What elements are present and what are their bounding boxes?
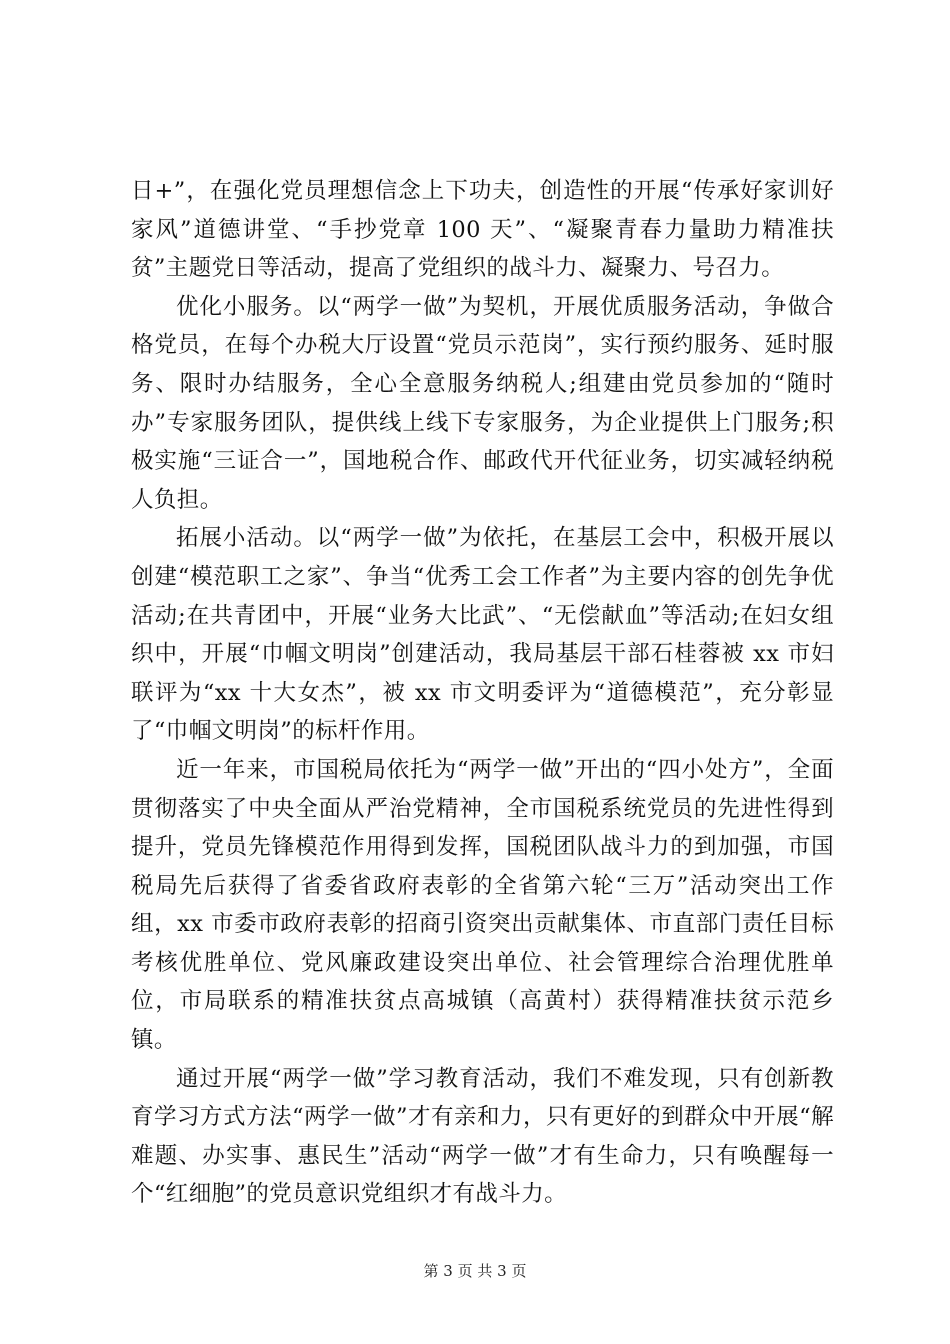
- document-body: [131, 172, 834, 1214]
- page-number-footer: 第 3 页 共 3 页: [423, 1262, 527, 1280]
- paragraph-expand-activities: 拓展小活动。以“两学一做”为依托，在基层工会中，积极开展以创建“模范职工之家”、争当“优秀工会工作者”为主要内容的创先争优活动;在共青团中，开展“业务大比武”、“无偿献血”等活动;在妇女组织中，开展“巾帼文明岗”创建活动，我局基层干部石桂蓉被 xx 市妇联评为“xx 十大女杰”，被 xx 市文明委评为“道德模范”，充分彰显了“巾帼文明岗”的标杆作用。: [131, 525, 834, 745]
- paragraph-annual-results: 近一年来，市国税局依托为“两学一做”开出的“四小处方”，全面贯彻落实了中央全面从严治党精神，全市国税系统党员的先进性得到提升，党员先锋模范作用得到发挥，国税团队战斗力的到加强，市国税局先后获得了省委省政府表彰的全省第六轮“三万”活动突出工作组，xx 市委市政府表彰的招商引资突出贡献集体、市直部门责任目标考核优胜单位、党风廉政建设突出单位、社会管理综合治理优胜单位，市局联系的精准扶贫点高城镇（高黄村）获得精准扶贫示范乡镇。: [131, 756, 834, 1054]
- paragraph-continuation: 日+”，在强化党员理想信念上下功夫，创造性的开展“传承好家训好家风”道德讲堂、“手抄党章 100 天”、“凝聚青春力量助力精准扶贫”主题党日等活动，提高了党组织的战斗力、凝聚力、号召力。: [131, 178, 834, 282]
- paragraph-conclusion: 通过开展“两学一做”学习教育活动，我们不难发现，只有创新教育学习方式方法“两学一做”才有亲和力，只有更好的到群众中开展“解难题、办实事、惠民生”活动“两学一做”才有生命力，只有唤醒每一个“红细胞”的党员意识党组织才有战斗力。: [131, 1065, 834, 1208]
- paragraph-optimize-service: 优化小服务。以“两学一做”为契机，开展优质服务活动，争做合格党员，在每个办税大厅设置“党员示范岗”，实行预约服务、延时服务、限时办结服务，全心全意服务纳税人;组建由党员参加的“随时办”专家服务团队，提供线上线下专家服务，为企业提供上门服务;积极实施“三证合一”，国地税合作、邮政代开代征业务，切实减轻纳税人负担。: [131, 293, 835, 513]
